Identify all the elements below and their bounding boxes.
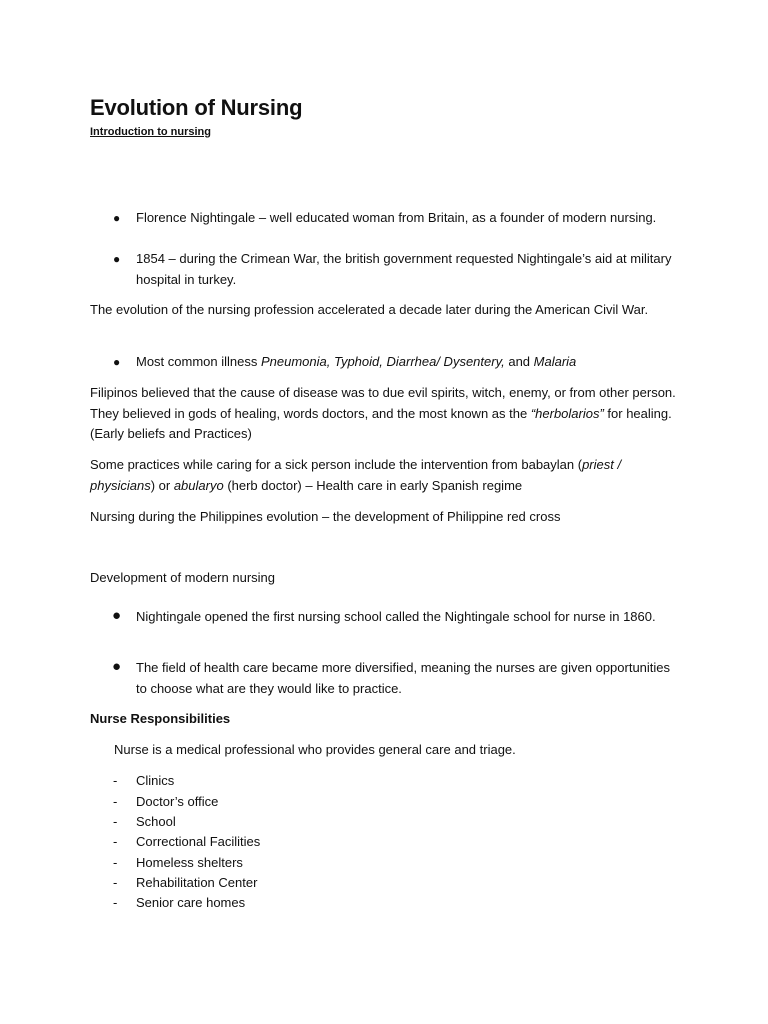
paragraph-babaylan: Some practices while caring for a sick person include the intervention from babaylan (priest / physicians) or abularyo (herb doctor) – Health care in early Spanish regime	[90, 457, 622, 493]
page-title: Evolution of Nursing	[90, 95, 303, 120]
paragraph-civil-war: The evolution of the nursing profession accelerated a decade later during the American Civil War.	[90, 302, 649, 317]
list-item: The field of health care became more diversified, meaning the nurses are given opportunities to choose what are they would like to practice.	[136, 660, 671, 696]
dash-marker: -	[113, 794, 118, 809]
bullet-icon: ●	[113, 211, 121, 225]
section-heading-modern-nursing: Development of modern nursing	[90, 570, 275, 585]
list-item: Doctor’s office	[136, 794, 219, 809]
dash-marker: -	[113, 875, 118, 890]
list-item: Clinics	[136, 773, 175, 788]
list-item: Rehabilitation Center	[136, 875, 258, 890]
paragraph-nurse-definition: Nurse is a medical professional who provides general care and triage.	[114, 742, 516, 757]
section-heading-responsibilities: Nurse Responsibilities	[90, 711, 231, 726]
bullet-icon: ●	[113, 355, 121, 369]
paragraph-filipino-beliefs: Filipinos believed that the cause of disease was to due evil spirits, witch, enemy, or from other person. They believed in gods of healing, words doctors, and the most known as the “herbolarios” for healing. (Early beliefs and Practices)	[90, 385, 676, 441]
page-subtitle: Introduction to nursing	[90, 126, 211, 138]
list-item: Nightingale opened the first nursing school called the Nightingale school for nurse in 1860.	[136, 609, 656, 624]
list-item: Senior care homes	[136, 895, 246, 910]
dash-marker: -	[113, 855, 118, 870]
list-item: 1854 – during the Crimean War, the british government requested Nightingale’s aid at military hospital in turkey.	[136, 251, 672, 287]
dash-marker: -	[113, 834, 118, 849]
dash-marker: -	[113, 773, 118, 788]
dash-marker: -	[113, 814, 118, 829]
bullet-icon: ●	[113, 252, 121, 266]
list-item-illness: Most common illness Pneumonia, Typhoid, Diarrhea/ Dysentery, and Malaria	[136, 354, 577, 369]
bullet-icon: ●	[112, 658, 122, 675]
list-item: Correctional Facilities	[136, 834, 261, 849]
list-item: School	[136, 814, 176, 829]
dash-marker: -	[113, 895, 118, 910]
paragraph-red-cross: Nursing during the Philippines evolution – the development of Philippine red cross	[90, 509, 561, 524]
list-item: Homeless shelters	[136, 855, 243, 870]
bullet-icon: ●	[112, 607, 122, 624]
list-item: Florence Nightingale – well educated woman from Britain, as a founder of modern nursing.	[136, 210, 657, 225]
